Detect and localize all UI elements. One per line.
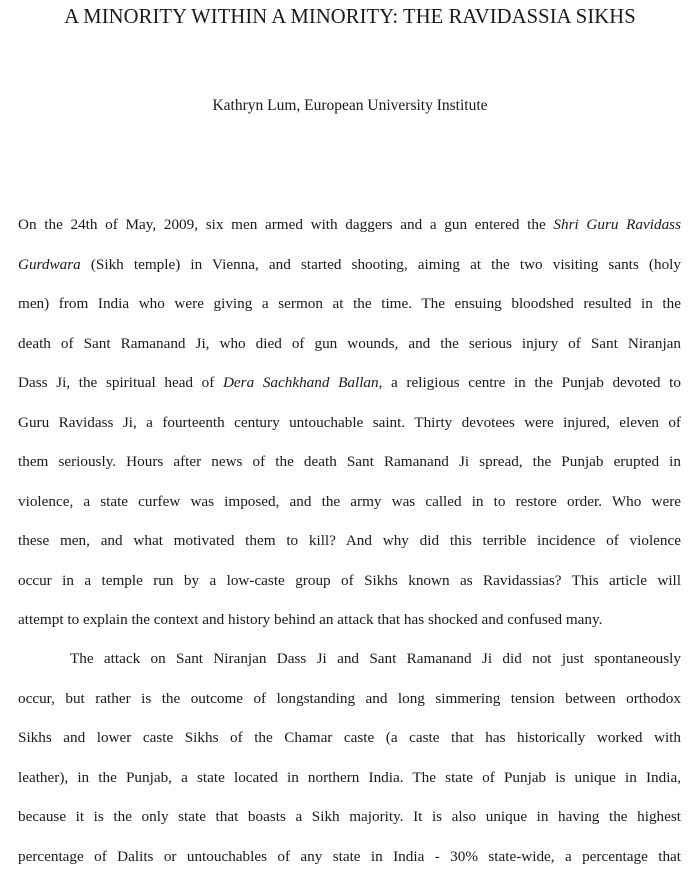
author-line: Kathryn Lum, European University Institute xyxy=(212,97,488,114)
paragraph-line xyxy=(18,718,681,758)
italic-term: Dera Sachkhand Ballan xyxy=(222,374,379,391)
paragraph-line xyxy=(18,482,681,522)
paragraph-line xyxy=(18,561,681,601)
text-run: these men, and what motivated them to kill? And why did this terrible incidence of violence xyxy=(18,532,681,549)
text-run: The attack on Sant Niranjan Dass Ji and Sant Ramanand Ji did not just spontaneously xyxy=(70,650,681,667)
paragraph-1 xyxy=(18,205,681,640)
text-run: Sikhs and lower caste Sikhs of the Chamar caste (a caste that has historically worked with xyxy=(18,729,681,746)
text-run: death of Sant Ramanand Ji, who died of gun wounds, and the serious injury of Sant Niranjan xyxy=(18,334,681,352)
paragraph-line xyxy=(18,245,681,285)
paragraph-line xyxy=(18,600,681,640)
text-run: occur, but rather is the outcome of longstanding and long simmering tension between orthodox xyxy=(18,689,681,707)
paragraph-line xyxy=(18,639,681,679)
paragraph-line xyxy=(18,324,681,364)
text-run: because it is the only state that boasts a Sikh majority. It is also unique in having the highest xyxy=(18,808,681,825)
paragraph-line xyxy=(18,205,681,245)
paragraph-line xyxy=(18,679,681,719)
text-run: violence, a state curfew was imposed, and the army was called in to restore order. Who were xyxy=(18,492,681,510)
italic-term: Gurdwara xyxy=(18,255,81,273)
paragraph-line xyxy=(18,797,681,837)
text-run: men) from India who were giving a sermon at the time. The ensuing bloodshed resulted in the xyxy=(18,295,681,312)
article-title: A MINORITY WITHIN A MINORITY: THE RAVIDASSIA SIKHS xyxy=(64,6,636,28)
paragraph-line xyxy=(18,403,681,443)
paragraph-line xyxy=(18,363,681,403)
text-run: , a religious centre in the Punjab devoted to xyxy=(378,374,681,391)
text-run: them seriously. Hours after news of the death Sant Ramanand Ji spread, the Punjab erupted in xyxy=(18,453,681,470)
paragraph-line xyxy=(18,758,681,798)
paragraph-line xyxy=(18,521,681,561)
paragraph-2 xyxy=(18,639,681,876)
paragraph-line xyxy=(18,284,681,324)
paragraph-line xyxy=(18,837,681,877)
text-run: Dass Ji, the spiritual head of xyxy=(18,374,223,391)
paragraph-line xyxy=(18,442,681,482)
text-run: leather), in the Punjab, a state located in northern India. The state of Punjab is unique in India, xyxy=(18,768,681,786)
text-run: Guru Ravidass Ji, a fourteenth century untouchable saint. Thirty devotees were injured, eleven of xyxy=(18,413,681,431)
text-run: attempt to explain the context and history behind an attack that has shocked and confused many. xyxy=(18,611,603,628)
text-run: percentage of Dalits or untouchables of any state in India - 30% state-wide, a percentage that xyxy=(18,847,681,865)
italic-term: Shri Guru Ravidass xyxy=(553,216,681,233)
text-run: occur in a temple run by a low-caste group of Sikhs known as Ravidassias? This article will xyxy=(18,571,681,589)
text-run: (Sikh temple) in Vienna, and started shooting, aiming at the two visiting sants (holy xyxy=(80,255,681,273)
text-run: On the 24th of May, 2009, six men armed with daggers and a gun entered the xyxy=(18,216,554,233)
